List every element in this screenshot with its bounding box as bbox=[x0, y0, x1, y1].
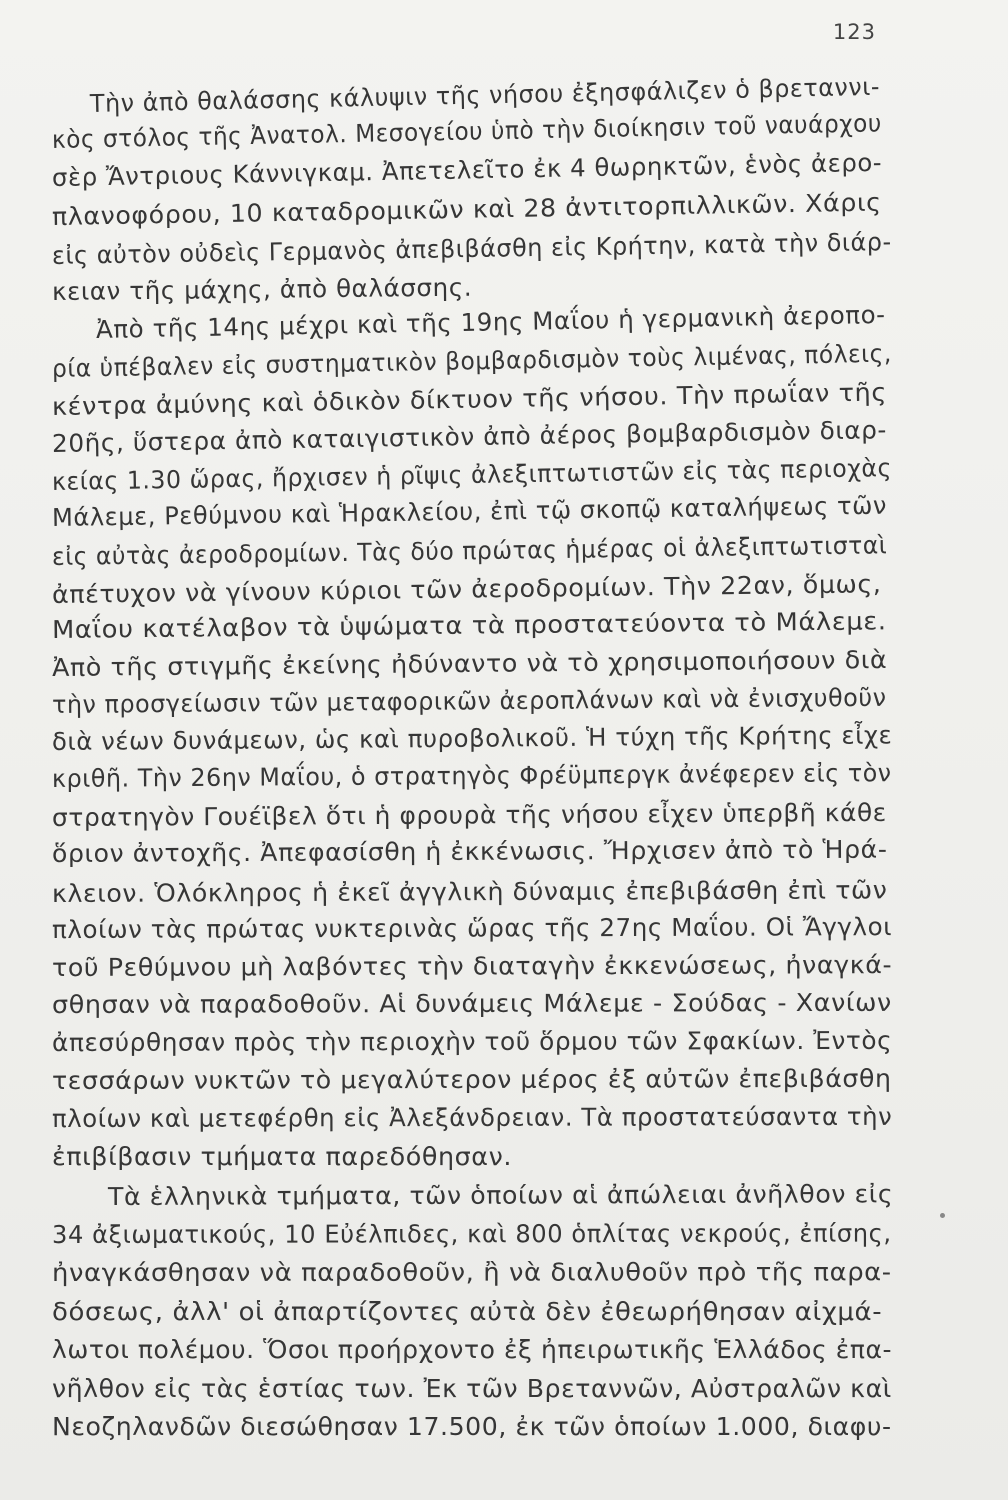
text-line: Μάλεμε, Ρεθύμνου καὶ Ἡρακλείου, ἐπὶ τῷ σκοπῷ καταλήψεως τῶν bbox=[51, 490, 888, 532]
text-line: ἀπεσύρθησαν πρὸς τὴν περιοχὴν τοῦ ὅρμου τῶν Σφακίων. Ἐντὸς bbox=[51, 1025, 893, 1057]
text-line: εἰς αὐτὰς ἀεροδρομίων. Τὰς δύο πρώτας ἡμέρας οἱ ἀλεξιπτωτισταὶ bbox=[51, 530, 888, 571]
text-line: κειαν τῆς μάχης, ἀπὸ θαλάσσης. bbox=[51, 272, 473, 306]
text-line: Τὰ ἑλληνικὰ τμήματα, τῶν ὁποίων αἱ ἀπώλειαι ἀνῆλθον εἰς bbox=[107, 1179, 894, 1211]
text-line: 34 ἀξιωματικούς, 10 Εὐέλπιδες, καὶ 800 ὁπλίτας νεκρούς, ἐπίσης, bbox=[51, 1218, 892, 1249]
text-line: πλοίων τὰς πρώτας νυκτερινὰς ὥρας τῆς 27ης Μαΐου. Οἱ Ἄγγλοι bbox=[51, 912, 893, 944]
text-line: τὴν προσγείωσιν τῶν μεταφορικῶν ἀεροπλάνων καὶ νὰ ἐνισχυθοῦν bbox=[51, 682, 887, 719]
text-line: εἰς αὐτὸν οὐδεὶς Γερμανὸς ἀπεβιβάσθη εἰς Κρήτην, κατὰ τὴν διάρ- bbox=[51, 227, 892, 270]
text-line: Ἀπὸ τῆς 14ης μέχρι καὶ τῆς 19ης Μαΐου ἡ γερμανικὴ ἀεροπο- bbox=[95, 299, 886, 344]
text-line: 20ῆς, ὕστερα ἀπὸ καταιγιστικὸν ἀπὸ ἀέρος βομβαρδισμὸν διαρ- bbox=[51, 415, 888, 458]
text-line: τεσσάρων νυκτῶν τὸ μεγαλύτερον μέρος ἐξ αὐτῶν ἐπεβιβάσθη bbox=[51, 1063, 892, 1095]
text-line: ἀπέτυχον νὰ γίνουν κύριοι τῶν ἀεροδρομίων. Τὴν 22αν, ὅμως, bbox=[51, 569, 882, 609]
ink-speck bbox=[940, 1213, 945, 1218]
text-line: κὸς στόλος τῆς Ἀνατολ. Μεσογείου ὑπὸ τὴν διοίκησιν τοῦ ναυάρχου bbox=[51, 108, 883, 154]
page-number: 123 bbox=[832, 20, 876, 44]
text-line: ἐπιβίβασιν τμήματα παρεδόθησαν. bbox=[52, 1142, 512, 1171]
text-line: κέντρα ἀμύνης καὶ ὁδικὸν δίκτυον τῆς νήσου. Τὴν πρωΐαν τῆς bbox=[51, 377, 888, 421]
text-line: τοῦ Ρεθύμνου μὴ λαβόντες τὴν διαταγὴν ἐκκενώσεως, ἠναγκά- bbox=[51, 950, 893, 982]
text-line: στρατηγὸν Γουέϊβελ ὅτι ἡ φρουρὰ τῆς νήσου εἶχεν ὑπερβῆ κάθε bbox=[51, 797, 887, 832]
text-line: κριθῆ. Τὴν 26ην Μαΐου, ὁ στρατηγὸς Φρέϋμπεργκ ἀνέφερεν εἰς τὸν bbox=[51, 758, 892, 793]
text-line: Μαΐου κατέλαβον τὰ ὑψώματα τὰ προστατεύοντα τὸ Μάλεμε. bbox=[51, 606, 887, 644]
text-line: πλοίων καὶ μετεφέρθη εἰς Ἀλεξάνδρειαν. Τὰ προστατεύσαντα τὴν bbox=[51, 1101, 893, 1133]
text-line: Ἀπὸ τῆς στιγμῆς ἐκείνης ἠδύναντο νὰ τὸ χρησιμοποιήσουν διὰ bbox=[51, 644, 888, 682]
text-line: σὲρ Ἄντριους Κάννιγκαμ. Ἀπετελεῖτο ἐκ 4 θωρηκτῶν, ἑνὸς ἀερο- bbox=[51, 147, 883, 192]
text-line: κλειον. Ὁλόκληρος ἡ ἐκεῖ ἀγγλικὴ δύναμις ἐπεβιβάσθη ἐπὶ τῶν bbox=[51, 875, 888, 908]
text-line: λωτοι πολέμου. Ὅσοι προήρχοντο ἐξ ἠπειρωτικῆς Ἑλλάδος ἐπα- bbox=[52, 1335, 893, 1364]
text-line: ὅριον ἀντοχῆς. Ἀπεφασίσθη ἡ ἐκκένωσις. Ἤρχισεν ἀπὸ τὸ Ἡρά- bbox=[51, 834, 888, 868]
text-line: δόσεως, ἀλλ' οἱ ἀπαρτίζοντες αὐτὰ δὲν ἐθεωρήθησαν αἰχμά- bbox=[52, 1297, 883, 1326]
text-line: ρία ὑπέβαλεν εἰς συστηματικὸν βομβαρδισμὸν τοὺς λιμένας, πόλεις, bbox=[51, 338, 893, 383]
text-line: ἠναγκάσθησαν νὰ παραδοθοῦν, ἢ νὰ διαλυθοῦν πρὸ τῆς παρα- bbox=[51, 1257, 892, 1287]
text-line: διὰ νέων δυνάμεων, ὡς καὶ πυροβολικοῦ. Ἡ τύχη τῆς Κρήτης εἶχε bbox=[51, 720, 893, 756]
text-line: πλανοφόρου, 10 καταδρομικῶν καὶ 28 ἀντιτορπιλλικῶν. Χάρις bbox=[51, 187, 882, 231]
text-line: νῆλθον εἰς τὰς ἑστίας των. Ἐκ τῶν Βρεταννῶν, Αὐστραλῶν καὶ bbox=[52, 1374, 892, 1403]
text-line: Νεοζηλανδῶν διεσώθησαν 17.500, ἐκ τῶν ὁποίων 1.000, διαφυ- bbox=[52, 1412, 892, 1441]
text-line: Τὴν ἀπὸ θαλάσσης κάλυψιν τῆς νήσου ἐξησφάλιζεν ὁ βρεταννι- bbox=[89, 71, 881, 118]
text-line: κείας 1.30 ὥρας, ἤρχισεν ἡ ρῖψις ἀλεξιπτωτιστῶν εἰς τὰς περιοχὰς bbox=[51, 453, 893, 496]
text-line: σθησαν νὰ παραδοθοῦν. Αἱ δυνάμεις Μάλεμε - Σούδας - Χανίων bbox=[51, 987, 892, 1019]
